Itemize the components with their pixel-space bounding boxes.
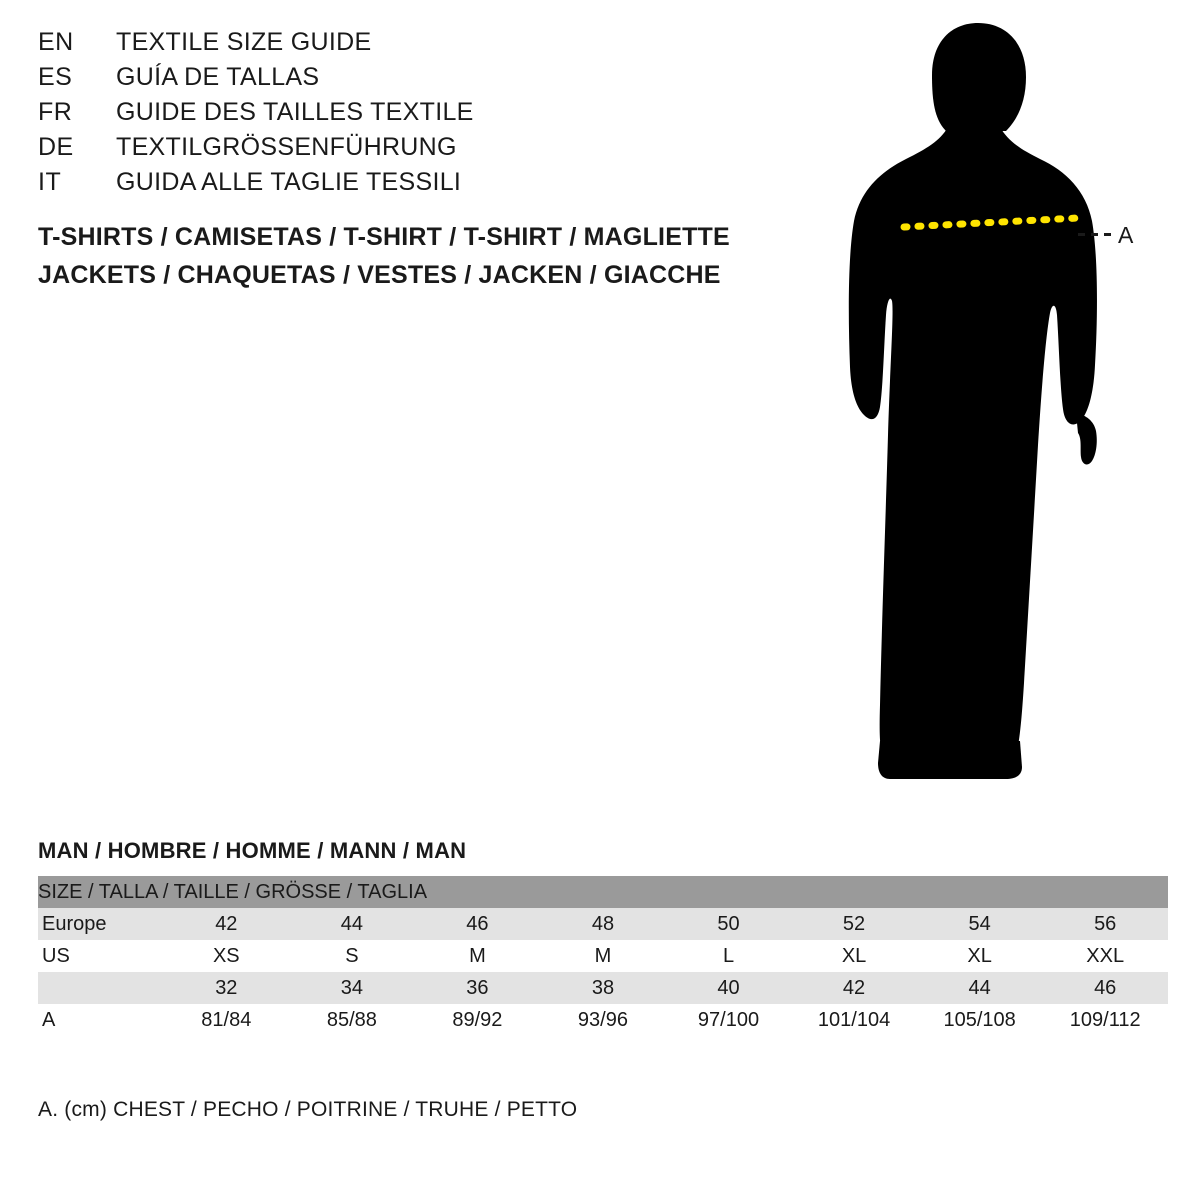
figure-illustration — [820, 15, 1180, 795]
table-footnote: A. (cm) CHEST / PECHO / POITRINE / TRUHE / PETTO — [38, 1098, 578, 1121]
cell-value: 105/108 — [917, 1004, 1043, 1036]
cell-value: 109/112 — [1042, 1004, 1168, 1036]
category-line-jackets: JACKETS / CHAQUETAS / VESTES / JACKEN / GIACCHE — [38, 261, 721, 289]
cell-value: 42 — [164, 908, 290, 940]
language-title-block — [38, 28, 738, 203]
row-label: A — [38, 1004, 164, 1036]
cell-value: 48 — [540, 908, 666, 940]
language-row — [38, 28, 738, 63]
language-text: TEXTILGRÖSSENFÜHRUNG — [116, 133, 457, 161]
cell-value: XXL — [1042, 940, 1168, 972]
size-table-section — [38, 838, 1168, 1036]
table-title: MAN / HOMBRE / HOMME / MANN / MAN — [38, 838, 467, 863]
language-row — [38, 133, 738, 168]
language-code: FR — [38, 98, 73, 126]
cell-value: 54 — [917, 908, 1043, 940]
table-header-row — [38, 876, 1168, 908]
cell-value: 101/104 — [791, 1004, 917, 1036]
row-label — [38, 972, 164, 1004]
cell-value: 89/92 — [415, 1004, 541, 1036]
measure-leader-dashes — [1078, 233, 1112, 236]
measure-label-a: A — [1118, 222, 1134, 248]
cell-value: 42 — [791, 972, 917, 1004]
cell-value: 44 — [917, 972, 1043, 1004]
language-text: GUÍA DE TALLAS — [116, 63, 320, 91]
cell-value: 97/100 — [666, 1004, 792, 1036]
cell-value: S — [289, 940, 415, 972]
cell-value: 40 — [666, 972, 792, 1004]
language-code: ES — [38, 63, 73, 91]
cell-value: M — [415, 940, 541, 972]
garment-category-block — [38, 218, 798, 294]
language-code: DE — [38, 133, 74, 161]
language-text: GUIDA ALLE TAGLIE TESSILI — [116, 168, 462, 196]
language-row — [38, 63, 738, 98]
cell-value: 56 — [1042, 908, 1168, 940]
cell-value: 34 — [289, 972, 415, 1004]
table-header-label: SIZE / TALLA / TAILLE / GRÖSSE / TAGLIA — [38, 876, 1168, 908]
row-label: Europe — [38, 908, 164, 940]
language-code: IT — [38, 168, 62, 196]
cell-value: M — [540, 940, 666, 972]
language-text: GUIDE DES TAILLES TEXTILE — [116, 98, 474, 126]
cell-value: XL — [791, 940, 917, 972]
table-row — [38, 940, 1168, 972]
table-row — [38, 972, 1168, 1004]
language-row — [38, 98, 738, 133]
category-line-tshirts: T-SHIRTS / CAMISETAS / T-SHIRT / T-SHIRT / MAGLIETTE — [38, 223, 730, 251]
cell-value: XS — [164, 940, 290, 972]
cell-value: 46 — [415, 908, 541, 940]
cell-value: 85/88 — [289, 1004, 415, 1036]
language-code: EN — [38, 28, 74, 56]
table-row — [38, 908, 1168, 940]
cell-value: 81/84 — [164, 1004, 290, 1036]
table-row — [38, 1004, 1168, 1036]
cell-value: 93/96 — [540, 1004, 666, 1036]
size-table — [38, 876, 1168, 1036]
cell-value: 32 — [164, 972, 290, 1004]
cell-value: 46 — [1042, 972, 1168, 1004]
row-label: US — [38, 940, 164, 972]
cell-value: 38 — [540, 972, 666, 1004]
language-text: TEXTILE SIZE GUIDE — [116, 28, 372, 56]
cell-value: 36 — [415, 972, 541, 1004]
cell-value: 50 — [666, 908, 792, 940]
cell-value: XL — [917, 940, 1043, 972]
cell-value: 52 — [791, 908, 917, 940]
cell-value: 44 — [289, 908, 415, 940]
language-row — [38, 168, 738, 203]
male-torso-silhouette-icon — [820, 15, 1180, 795]
cell-value: L — [666, 940, 792, 972]
